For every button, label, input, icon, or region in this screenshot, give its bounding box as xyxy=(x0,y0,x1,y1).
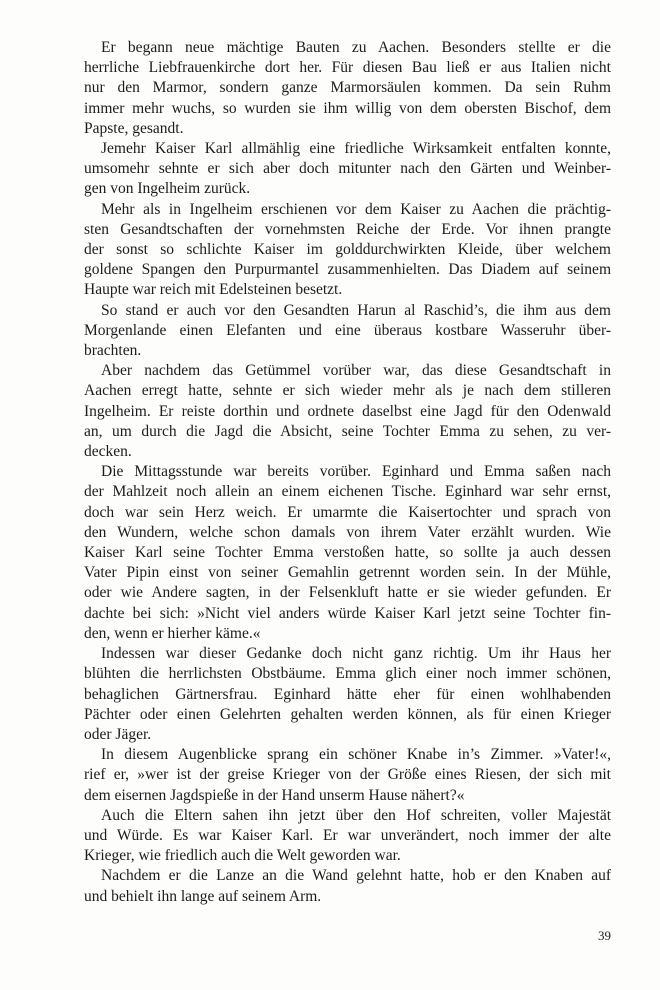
text-line: und Würde. Es war Kaiser Karl. Er war unverändert, noch immer der alte xyxy=(84,826,611,844)
text-line: dachte bei sich: »Nicht viel anders würde Kaiser Karl jetzt seine Tochter fin- xyxy=(84,604,611,622)
text-line: Jemehr Kaiser Karl allmählig eine friedliche Wirksamkeit entfalten konnte, xyxy=(101,140,611,158)
text-line: Krieger, wie friedlich auch die Welt geworden war. xyxy=(84,847,401,865)
paragraph xyxy=(84,301,611,362)
text-line: Pächter oder einen Gelehrten gehalten werden können, als für einen Krieger xyxy=(84,705,611,723)
page-number: 39 xyxy=(598,928,611,943)
text-line: und behielt ihn lange auf seinem Arm. xyxy=(84,887,322,905)
paragraph xyxy=(84,806,611,867)
paragraph xyxy=(84,38,611,139)
text-line: umsomehr sehnte er sich aber doch mitunter nach den Gärten und Weinber- xyxy=(84,160,611,178)
text-line: immer mehr wuchs, so wurden sie ihm willig von dem obersten Bischof, dem xyxy=(84,99,611,117)
text-line: Nachdem er die Lanze an die Wand gelehnt hatte, hob er den Knaben auf xyxy=(101,867,611,885)
text-line: doch war sein Herz weich. Er umarmte die Kaisertochter und sprach von xyxy=(84,503,611,521)
text-line: oder wie Andere sagten, in der Felsenkluft hatte er sie wieder gefunden. Er xyxy=(84,584,611,602)
text-line: Papste, gesandt. xyxy=(84,119,184,137)
text-line: So stand er auch vor den Gesandten Harun al Raschid’s, die ihm aus dem xyxy=(101,301,611,319)
text-line: Mehr als in Ingelheim erschienen vor dem Kaiser zu Aachen die prächtig- xyxy=(101,200,611,218)
text-line: nur den Marmor, sondern ganze Marmorsäulen kommen. Da sein Ruhm xyxy=(84,79,611,97)
text-line: Morgenlande einen Elefanten und eine überaus kostbare Wasseruhr über- xyxy=(84,321,611,339)
text-line: herrliche Liebfrauenkirche dort her. Für diesen Bau ließ er aus Italien nicht xyxy=(84,59,611,77)
text-line: Er begann neue mächtige Bauten zu Aachen. Besonders stellte er die xyxy=(101,39,611,56)
text-line: der Mahlzeit noch allein an einem eichenen Tische. Eginhard war sehr ernst, xyxy=(84,483,611,501)
paragraph xyxy=(84,139,611,200)
text-line: Indessen war dieser Gedanke doch nicht ganz richtig. Um ihr Haus her xyxy=(101,645,611,663)
text-line: sten Gesandtschaften der vornehmsten Reiche der Erde. Vor ihnen prangte xyxy=(84,220,611,238)
text-line: dem eisernen Jagdspieße in der Hand unserm Hause nähert?« xyxy=(84,786,465,804)
text-block xyxy=(84,38,611,907)
paragraph xyxy=(84,462,611,644)
paragraph xyxy=(84,644,611,745)
paragraph xyxy=(84,361,611,462)
text-line: rief er, »wer ist der greise Krieger von der Größe eines Riesen, der sich mit xyxy=(84,766,611,784)
text-line: Die Mittagsstunde war bereits vorüber. Eginhard und Emma saßen nach xyxy=(101,463,611,481)
text-line: Ingelheim. Er reiste dorthin und ordnete daselbst eine Jagd für den Odenwald xyxy=(84,402,611,420)
paragraph xyxy=(84,745,611,806)
text-line: Haupte war reich mit Edelsteinen besetzt. xyxy=(84,281,343,299)
text-line: goldene Spangen den Purpurmantel zusammenhielten. Das Diadem auf seinem xyxy=(84,261,611,279)
text-line: In diesem Augenblicke sprang ein schöner Knabe in’s Zimmer. »Vater!«, xyxy=(101,746,611,764)
text-line: an, um durch die Jagd die Absicht, seine Tochter Emma zu sehen, zu ver- xyxy=(84,422,611,440)
text-line: blühten die herrlichsten Obstbäume. Emma glich einer noch immer schönen, xyxy=(84,665,611,683)
text-line: gen von Ingelheim zurück. xyxy=(84,180,251,198)
text-line: den, wenn er hierher käme.« xyxy=(84,624,261,642)
text-line: behaglichen Gärtnersfrau. Eginhard hätte eher für einen wohlhabenden xyxy=(84,685,611,703)
text-line: Kaiser Karl seine Tochter Emma verstoßen hatte, so sollte ja auch dessen xyxy=(84,544,611,562)
text-line: decken. xyxy=(84,443,132,461)
paragraph xyxy=(84,866,611,906)
text-line: Aachen erregt hatte, sehnte er sich wieder mehr als je nach dem stilleren xyxy=(84,382,611,400)
paragraph xyxy=(84,200,611,301)
text-line: oder Jäger. xyxy=(84,725,152,743)
text-line: Vater Pipin einst von seiner Gemahlin getrennt worden sein. In der Mühle, xyxy=(84,564,611,582)
text-line: der sonst so schlichte Kaiser im golddurchwirkten Kleide, über welchem xyxy=(84,241,611,259)
text-line: Auch die Eltern sahen ihn jetzt über den Hof schreiten, voller Majestät xyxy=(101,806,611,824)
text-line: brachten. xyxy=(84,342,142,360)
text-line: Aber nachdem das Getümmel vorüber war, das diese Gesandtschaft in xyxy=(101,362,611,380)
text-line: den Wundern, welche schon damals von ihrem Vater erzählt wurden. Wie xyxy=(84,523,611,541)
